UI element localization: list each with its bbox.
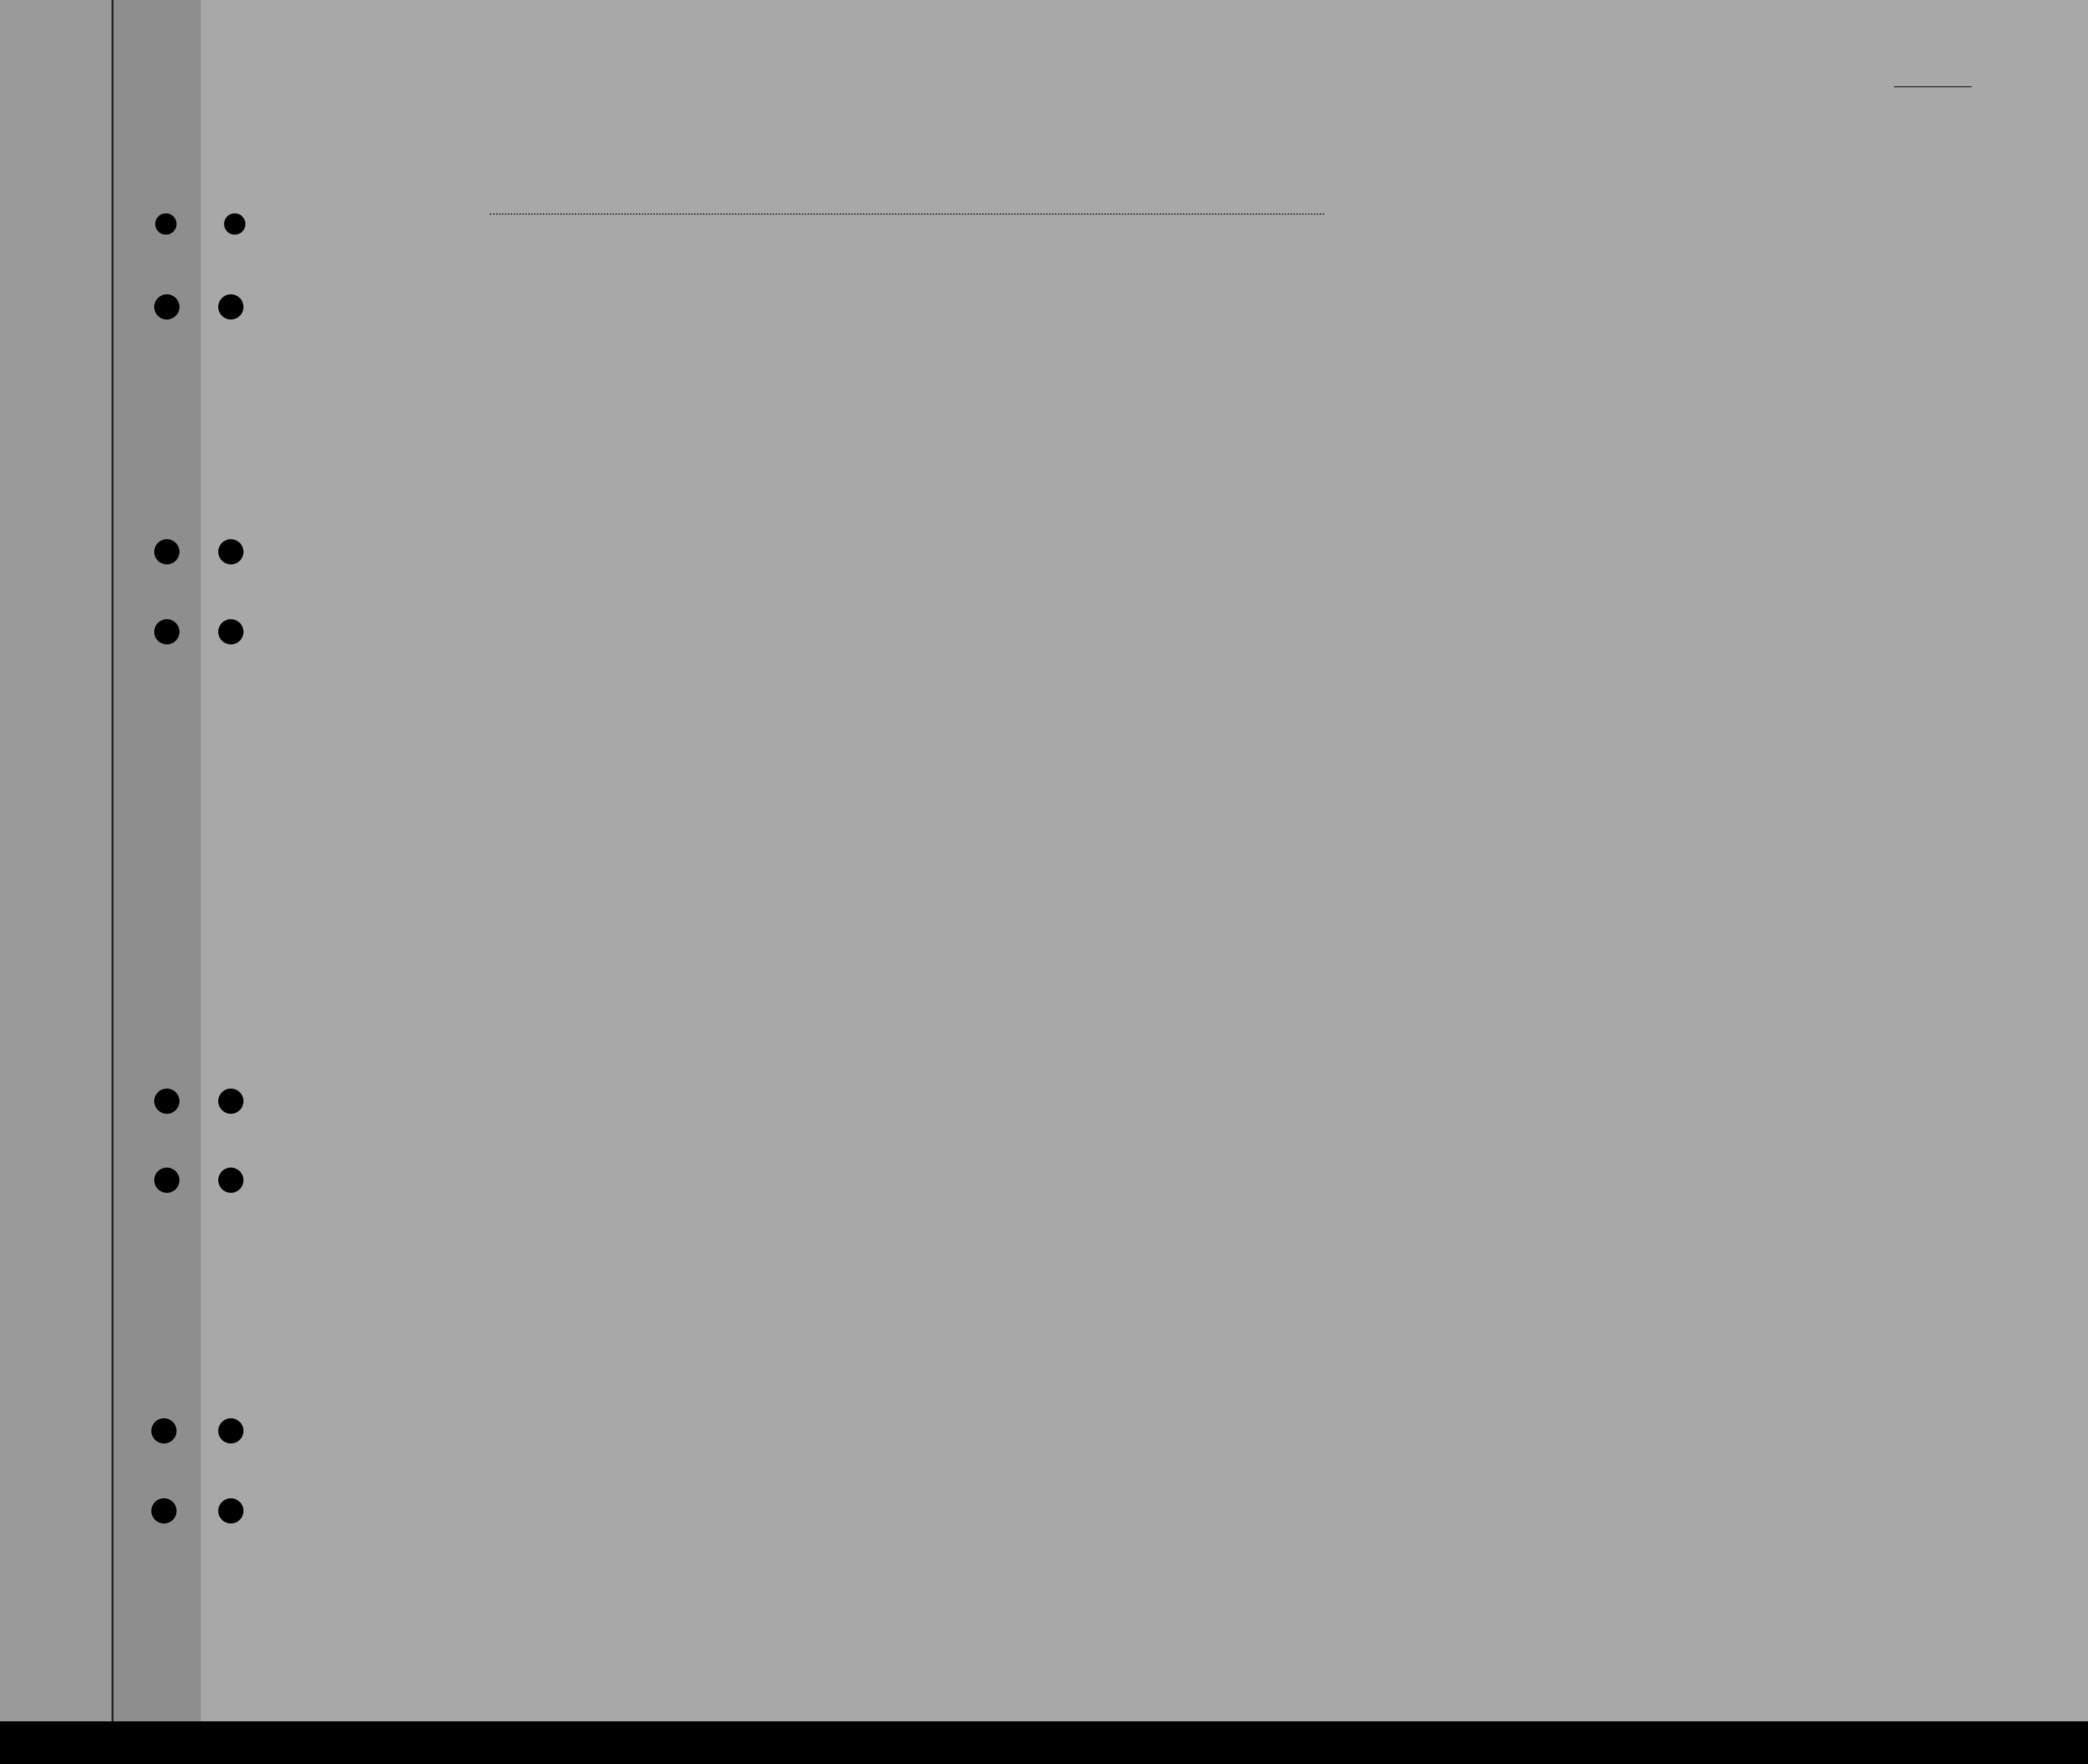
punch-hole: [154, 619, 179, 644]
punch-hole: [224, 213, 245, 235]
punch-hole: [154, 1089, 179, 1114]
punch-hole: [154, 1168, 179, 1193]
punch-hole: [218, 1418, 243, 1443]
punch-hole: [154, 539, 179, 564]
punch-hole: [218, 1089, 243, 1114]
punch-hole: [155, 213, 177, 235]
punch-hole: [151, 1418, 177, 1443]
punch-hole: [218, 619, 243, 644]
punch-hole: [154, 294, 179, 320]
punch-hole: [151, 1498, 177, 1523]
punch-hole: [218, 1168, 243, 1193]
punch-hole: [218, 294, 243, 320]
punch-hole: [218, 539, 243, 564]
punch-hole: [218, 1498, 243, 1523]
